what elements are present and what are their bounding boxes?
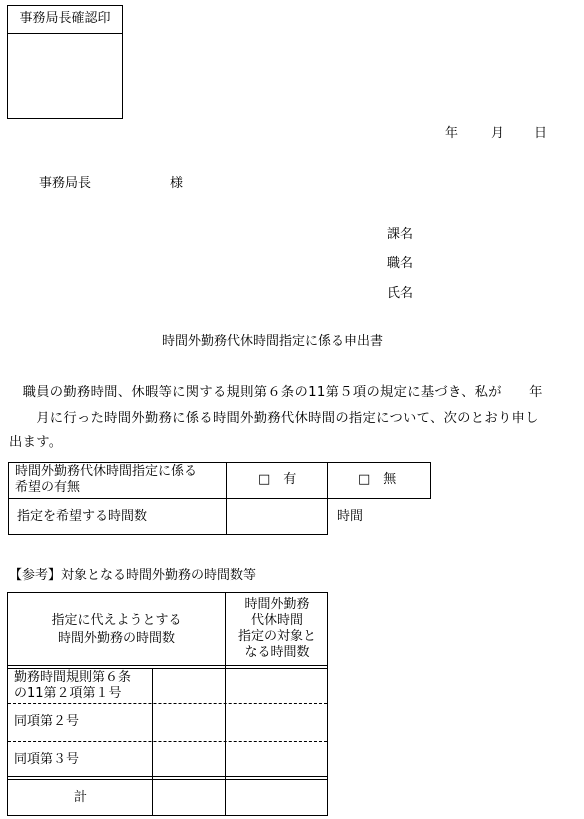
request-table-divider-2 [327,462,328,499]
option-no-checkbox[interactable]: □ 無 [358,472,397,487]
date-year-label: 年 [445,126,459,141]
header-right-line-2: 代休時間 [250,613,303,628]
section-label: 課名 [387,227,414,242]
row-label-item-1-line-1: 勤務時間規則第６条 [14,670,132,685]
col-divider-mid [152,668,153,816]
request-table-divider [226,462,227,535]
header-left-cell [8,612,225,648]
wish-label [15,464,197,496]
header-right-line-3: 指定の対象と [237,629,316,644]
row-label-total: 計 [74,790,88,805]
hours-requested-label: 指定を希望する時間数 [17,509,148,524]
position-label: 職名 [387,256,414,271]
total-rule-2 [7,779,328,780]
date-day-label: 日 [534,126,548,141]
hours-unit-label: 時間 [337,509,364,524]
header-left-line-1: 指定に代えようとする [51,613,182,628]
stamp-box-title: 事務局長確認印 [8,6,122,34]
row-label-item-1 [14,670,131,702]
option-yes-checkbox[interactable]: □ 有 [258,472,297,487]
header-rule-1 [7,665,328,666]
body-line-1: 職員の勤務時間、休暇等に関する規則第６条の11第５項の規定に基づき、私が 年 [9,385,543,400]
row-label-item-3: 同項第３号 [14,752,80,767]
row-separator-1 [8,703,327,704]
body-line-2: 月に行った時間外勤務に係る時間外勤務代休時間の指定について、次のとおり申し [9,411,539,426]
name-label: 氏名 [387,286,414,301]
wish-label-line-2: 希望の有無 [15,480,81,495]
date-month-label: 月 [491,126,505,141]
header-left-line-2: 時間外勤務の時間数 [57,631,175,646]
reference-heading: 【参考】対象となる時間外勤務の時間数等 [9,568,257,583]
row-label-item-1-line-2: の11第２項第１号 [14,686,122,701]
header-right-line-1: 時間外勤務 [244,597,310,612]
header-right-cell [226,597,328,661]
approval-stamp-box [7,5,123,119]
wish-label-line-1: 時間外勤務代休時間指定に係る [15,464,198,479]
header-right-line-4: なる時間数 [244,645,310,660]
document-title: 時間外勤務代休時間指定に係る申出書 [162,334,384,349]
row-separator-2 [8,741,327,742]
addressee-honorific: 様 [170,176,184,191]
addressee-name: 事務局長 [39,176,92,191]
total-rule-1 [7,776,328,777]
body-line-3: 出ます。 [9,435,63,450]
row-label-item-2: 同項第２号 [14,714,80,729]
header-rule-2 [7,668,328,669]
